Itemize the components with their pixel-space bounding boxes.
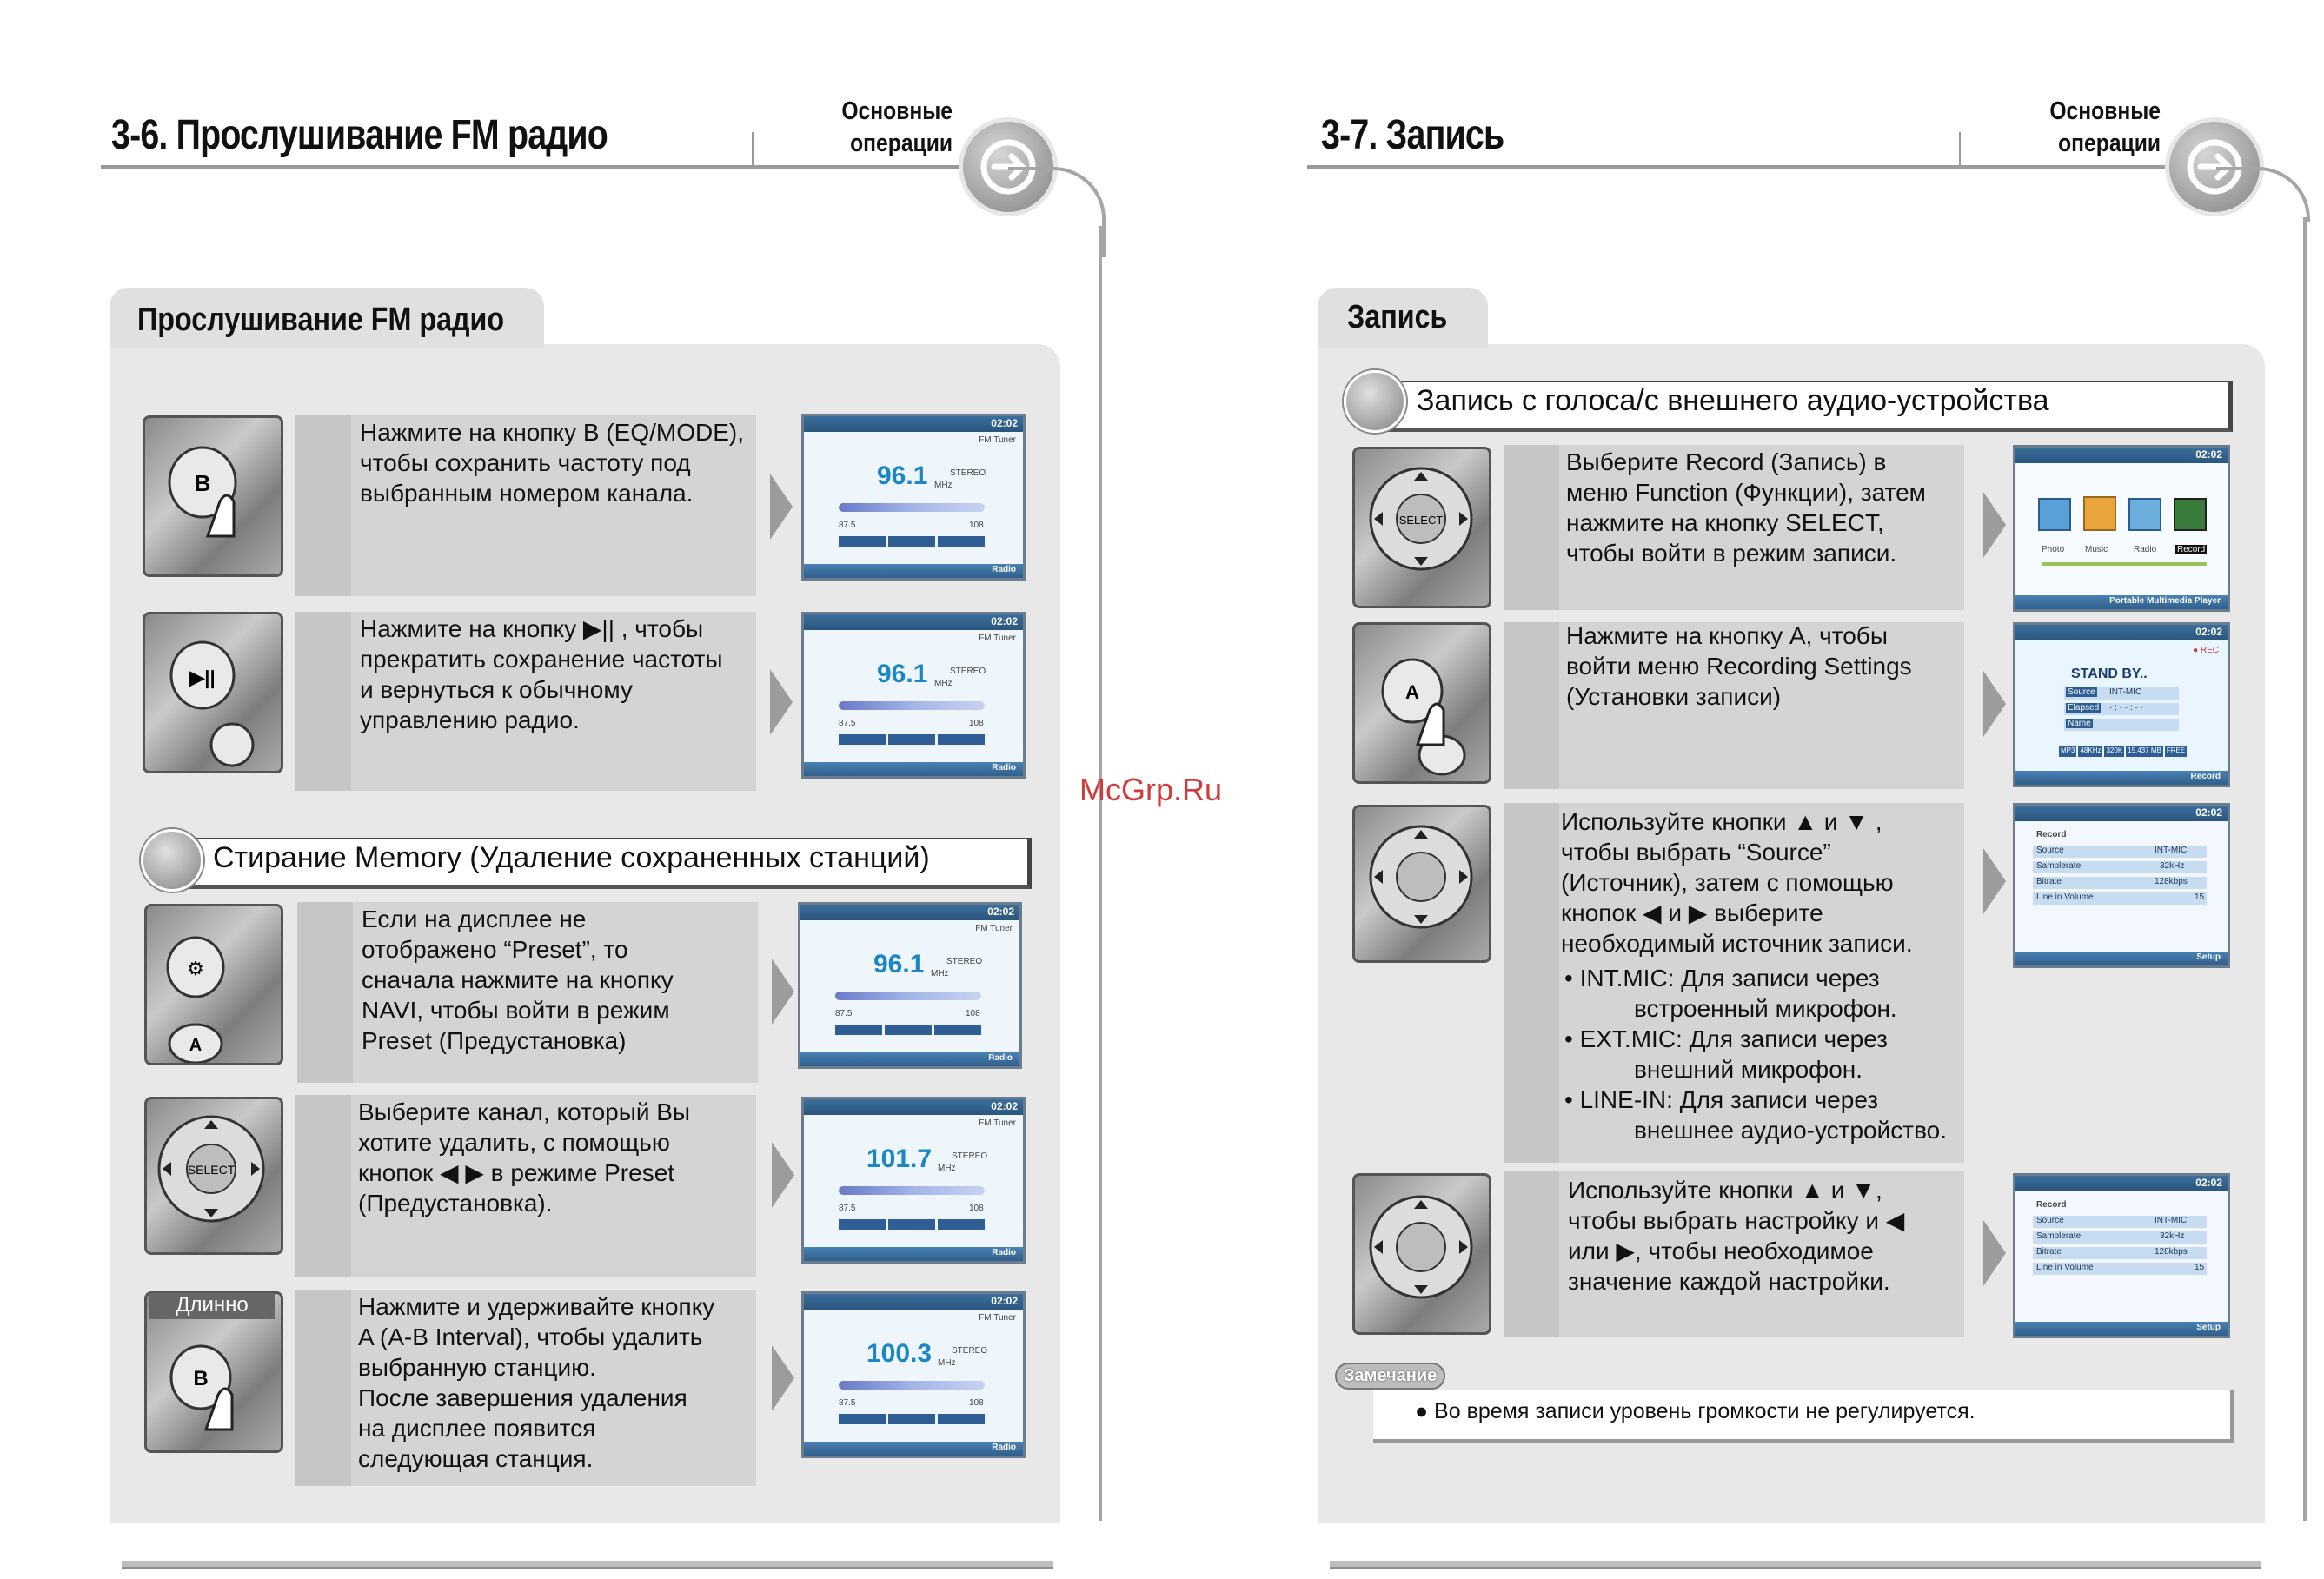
section-label-left — [807, 96, 953, 160]
setting-row-samplerate: Samplerate 32kHz — [2033, 1231, 2207, 1244]
footer-label: Portable Multimedia Player — [2109, 596, 2221, 606]
screen-status-bar — [2015, 625, 2228, 640]
step-number-bar — [1504, 445, 1559, 610]
subheading-circle-icon — [1344, 370, 1406, 433]
screen-status-bar — [2015, 806, 2228, 821]
preset-chips — [839, 1414, 985, 1424]
settings-title: Record — [2036, 1200, 2067, 1210]
header-separator — [1959, 132, 1961, 165]
stereo-label: STEREO — [952, 1151, 988, 1161]
screen-time: 02:02 — [991, 1295, 1018, 1307]
svg-text:A: A — [1405, 681, 1419, 703]
arrow-right-icon — [772, 1142, 794, 1208]
subheading-text: Запись с голоса/с внешнего аудио-устройства — [1417, 384, 2049, 417]
step-text: Если на дисплее не отображено “Preset”, то сначала нажмите на кнопку NAVI, чтобы войти в режим Preset (Предустановка) — [362, 906, 674, 1054]
header-rule — [1307, 165, 2176, 169]
long-press-label: Длинно — [149, 1293, 275, 1319]
note-badge: Замечание — [1335, 1363, 1445, 1390]
stereo-label: STEREO — [950, 468, 986, 478]
screen-time: 02:02 — [2195, 806, 2222, 819]
elapsed-row: Elapsed - : - - : - - — [2064, 703, 2179, 715]
screen-time: 02:02 — [2195, 626, 2222, 638]
radio-screen — [801, 1291, 1026, 1458]
scale-max: 108 — [969, 521, 984, 530]
stereo-label: STEREO — [952, 1346, 988, 1356]
screen-status-bar — [804, 614, 1023, 630]
arrow-right-icon — [1983, 848, 2006, 914]
unit-label: MHz — [934, 481, 953, 490]
navi-button-image — [144, 904, 283, 1065]
bullet-ext-mic: • EXT.MIC: Для записи через — [1564, 1025, 1888, 1052]
radio-screen — [801, 414, 1026, 581]
screen-footer — [2015, 771, 2228, 785]
standby-title: STAND BY.. — [2071, 667, 2148, 681]
footer-label: Record — [2190, 772, 2221, 781]
bottom-rule-right — [1330, 1561, 2261, 1569]
step-number-bar — [1504, 803, 1559, 1163]
section-line2: операции — [850, 129, 953, 157]
footer-label: Radio — [992, 565, 1016, 574]
unit-label: MHz — [938, 1164, 956, 1173]
page-side-line — [1099, 226, 1102, 1521]
preset-chips — [839, 1219, 985, 1230]
svg-text:A: A — [189, 1036, 203, 1055]
screen-footer — [804, 1247, 1023, 1261]
step-number-bar — [1504, 622, 1559, 789]
screen-footer — [2015, 952, 2228, 965]
scale-min: 87.5 — [839, 1204, 856, 1213]
frequency: 100.3 — [867, 1339, 933, 1368]
bullet-int-mic-tail: встроенный микрофон. — [1634, 995, 1897, 1022]
watermark: McGrp.Ru — [1079, 772, 1223, 807]
frequency: 96.1 — [873, 950, 925, 979]
record-settings-screen — [2013, 1173, 2230, 1338]
screen-status-bar — [804, 416, 1023, 432]
record-standby-screen — [2013, 622, 2230, 787]
header-separator — [752, 132, 754, 165]
radio-icon — [2128, 498, 2161, 531]
rec-indicator: ● REC — [2193, 646, 2219, 655]
menu-item-photo: Photo — [2042, 545, 2065, 554]
screen-footer — [804, 762, 1023, 776]
select-dial-image — [1352, 447, 1491, 608]
setting-row-source: Source INT-MIC — [2033, 1216, 2207, 1228]
preset-chips — [839, 536, 985, 547]
frequency: 101.7 — [867, 1144, 933, 1173]
scale-min: 87.5 — [839, 719, 856, 728]
step-number-bar — [295, 612, 351, 791]
screen-status-bar — [2015, 1176, 2228, 1191]
svg-text:B: B — [194, 470, 211, 496]
step-text: Нажмите на кнопку B (EQ/MODE), чтобы сохранить частоту под выбранным номером канала. — [360, 419, 744, 507]
footer-label: Setup — [2196, 1323, 2221, 1332]
unit-label: MHz — [934, 679, 953, 688]
arrow-right-icon — [1983, 492, 2006, 558]
screen-time: 02:02 — [2195, 1177, 2222, 1189]
function-menu-screen — [2013, 445, 2230, 612]
svg-text:B: B — [193, 1367, 209, 1390]
music-icon — [2083, 496, 2116, 531]
page-title-right: 3-7. Запись — [1321, 112, 1504, 158]
frequency-scale — [839, 1381, 985, 1390]
frequency-scale — [839, 503, 985, 512]
menu-item-record: Record — [2177, 545, 2206, 554]
record-icon — [2174, 498, 2207, 531]
mode-label: FM Tuner — [979, 634, 1016, 643]
footer-label: Radio — [992, 1443, 1016, 1452]
button-b-image — [143, 415, 283, 577]
screen-time: 02:02 — [991, 615, 1018, 627]
bullet-int-mic: • INT.MIC: Для записи через — [1564, 965, 1880, 992]
preset-chips — [839, 734, 985, 745]
footer-label: Radio — [992, 1248, 1016, 1257]
tab-title-right: Запись — [1347, 299, 1448, 335]
scale-min: 87.5 — [835, 1009, 853, 1018]
arrow-right-icon — [770, 474, 793, 540]
frequency: 96.1 — [877, 461, 928, 490]
record-settings-screen — [2013, 803, 2230, 968]
svg-text:SELECT: SELECT — [187, 1163, 236, 1177]
note-text: ● Во время записи уровень громкости не регулируется. — [1415, 1399, 1975, 1423]
screen-status-bar — [804, 1294, 1023, 1310]
footer-label: Radio — [992, 763, 1016, 773]
screen-time: 02:02 — [991, 417, 1018, 429]
frequency-scale — [839, 1186, 985, 1195]
screen-time: 02:02 — [987, 906, 1014, 918]
frequency: 96.1 — [877, 660, 928, 688]
menu-item-radio: Radio — [2134, 545, 2157, 554]
step-text: Используйте кнопки ▲ и ▼, чтобы выбрать настройку и ◀ или ▶, чтобы необходимое значение каждой настройки. — [1568, 1177, 1905, 1295]
scale-max: 108 — [969, 1204, 984, 1213]
frequency-scale — [835, 992, 981, 1000]
source-row: Source INT-MIC — [2064, 687, 2179, 700]
stereo-label: STEREO — [950, 667, 986, 676]
select-dial-image — [1352, 1173, 1491, 1335]
bottom-rule-left — [122, 1561, 1053, 1569]
section-line1: Основные — [2049, 97, 2161, 125]
stereo-label: STEREO — [946, 957, 983, 966]
svg-text:⚙: ⚙ — [187, 958, 204, 979]
unit-label: MHz — [931, 969, 949, 979]
radio-screen — [801, 1097, 1026, 1264]
arrow-right-icon — [1983, 1220, 2006, 1286]
mode-label: FM Tuner — [979, 1118, 1016, 1128]
screen-status-bar — [2015, 448, 2228, 463]
footer-label: Radio — [988, 1053, 1013, 1063]
step-number-bar — [297, 902, 353, 1083]
select-dial-image — [1352, 805, 1491, 963]
setting-row-samplerate: Samplerate 32kHz — [2033, 861, 2207, 873]
mode-label: FM Tuner — [979, 435, 1016, 445]
section-label-right — [2015, 96, 2161, 160]
scale-min: 87.5 — [839, 521, 856, 530]
button-a-image — [1352, 622, 1491, 784]
page-side-line — [2303, 217, 2307, 1521]
arrow-right-icon — [1983, 671, 2006, 737]
screen-footer — [800, 1052, 1019, 1066]
step-text: Выберите канал, который Вы хотите удалить, с помощью кнопок ◀ ▶ в режиме Preset (Предустановка). — [358, 1098, 691, 1217]
screen-status-bar — [804, 1099, 1023, 1115]
tab-title-left: Прослушивание FM радио — [137, 302, 505, 338]
bullet-line-in-tail: внешнее аудио-устройство. — [1634, 1117, 1947, 1144]
header-rule — [101, 165, 970, 169]
bullet-ext-mic-tail: внешний микрофон. — [1634, 1056, 1863, 1083]
name-row: Name — [2064, 719, 2179, 731]
arrow-right-icon — [772, 1345, 794, 1411]
step-text: Используйте кнопки ▲ и ▼ , чтобы выбрать “Source” (Источник), затем с помощью кнопок ◀ и ▶ выберите необходимый источник записи. — [1561, 808, 1913, 957]
mode-label: FM Tuner — [979, 1313, 1016, 1323]
select-dial-image — [144, 1097, 283, 1255]
step-text: Нажмите и удерживайте кнопку A (A-B Interval), чтобы удалить выбранную станцию. После завершения удаления на дисплее появится следующая станция. — [358, 1293, 715, 1472]
footer-label: Setup — [2196, 952, 2221, 962]
step-text: Нажмите на кнопку A, чтобы войти меню Recording Settings (Установки записи) — [1566, 622, 1912, 710]
page-title-left: 3-6. Прослушивание FM радио — [111, 112, 608, 158]
svg-text:SELECT: SELECT — [1398, 514, 1444, 527]
setting-row-source: Source INT-MIC — [2033, 846, 2207, 858]
scale-min: 87.5 — [839, 1398, 856, 1408]
page-bracket — [2216, 167, 2310, 222]
screen-time: 02:02 — [2195, 448, 2222, 461]
screen-footer — [2015, 595, 2228, 609]
setting-row-line-in: Line in Volume 15 — [2033, 892, 2207, 905]
mode-label: FM Tuner — [975, 924, 1013, 933]
screen-footer — [2015, 1322, 2228, 1336]
step-text: Нажмите на кнопку ▶|| , чтобы прекратить сохранение частоты и вернуться к обычному управлению радио. — [360, 615, 723, 733]
step-number-bar — [295, 1095, 351, 1277]
settings-title: Record — [2036, 830, 2067, 839]
bullet-line-in: • LINE-IN: Для записи через — [1564, 1086, 1879, 1113]
step-number-bar — [1504, 1171, 1559, 1337]
subheading-text: Стирание Memory (Удаление сохраненных станций) — [213, 841, 930, 874]
screen-time: 02:02 — [991, 1100, 1018, 1112]
section-line2: операции — [2058, 129, 2161, 157]
scale-max: 108 — [966, 1009, 980, 1018]
radio-screen — [801, 612, 1026, 779]
preset-chips — [835, 1025, 981, 1035]
step-number-bar — [295, 1290, 351, 1486]
screen-footer — [804, 564, 1023, 578]
setting-row-line-in: Line in Volume 15 — [2033, 1263, 2207, 1275]
page-bracket — [1008, 167, 1106, 257]
arrow-right-icon — [772, 959, 794, 1025]
radio-screen — [798, 902, 1022, 1069]
setting-row-bitrate: Bitrate 128kbps — [2033, 877, 2207, 889]
status-strip: MP3 48KHz 320K 15,437 MB FREE — [2059, 746, 2207, 757]
subheading-circle-icon — [141, 829, 203, 892]
setting-row-bitrate: Bitrate 128kbps — [2033, 1247, 2207, 1259]
step-text: Выберите Record (Запись) в меню Function (Функции), затем нажмите на кнопку SELECT, чтобы войти в режим записи. — [1566, 448, 1926, 567]
screen-footer — [804, 1442, 1023, 1456]
menu-scroll-bar — [2042, 562, 2207, 566]
scale-max: 108 — [969, 719, 984, 728]
photo-icon — [2038, 498, 2071, 531]
arrow-right-icon — [770, 669, 793, 735]
scale-max: 108 — [969, 1398, 984, 1408]
menu-item-music: Music — [2085, 545, 2108, 554]
svg-text:▶||: ▶|| — [189, 667, 216, 688]
step-number-bar — [295, 415, 351, 596]
unit-label: MHz — [938, 1358, 956, 1368]
frequency-scale — [839, 701, 985, 710]
play-button-image — [143, 612, 283, 773]
screen-status-bar — [800, 905, 1019, 920]
section-line1: Основные — [841, 97, 953, 125]
